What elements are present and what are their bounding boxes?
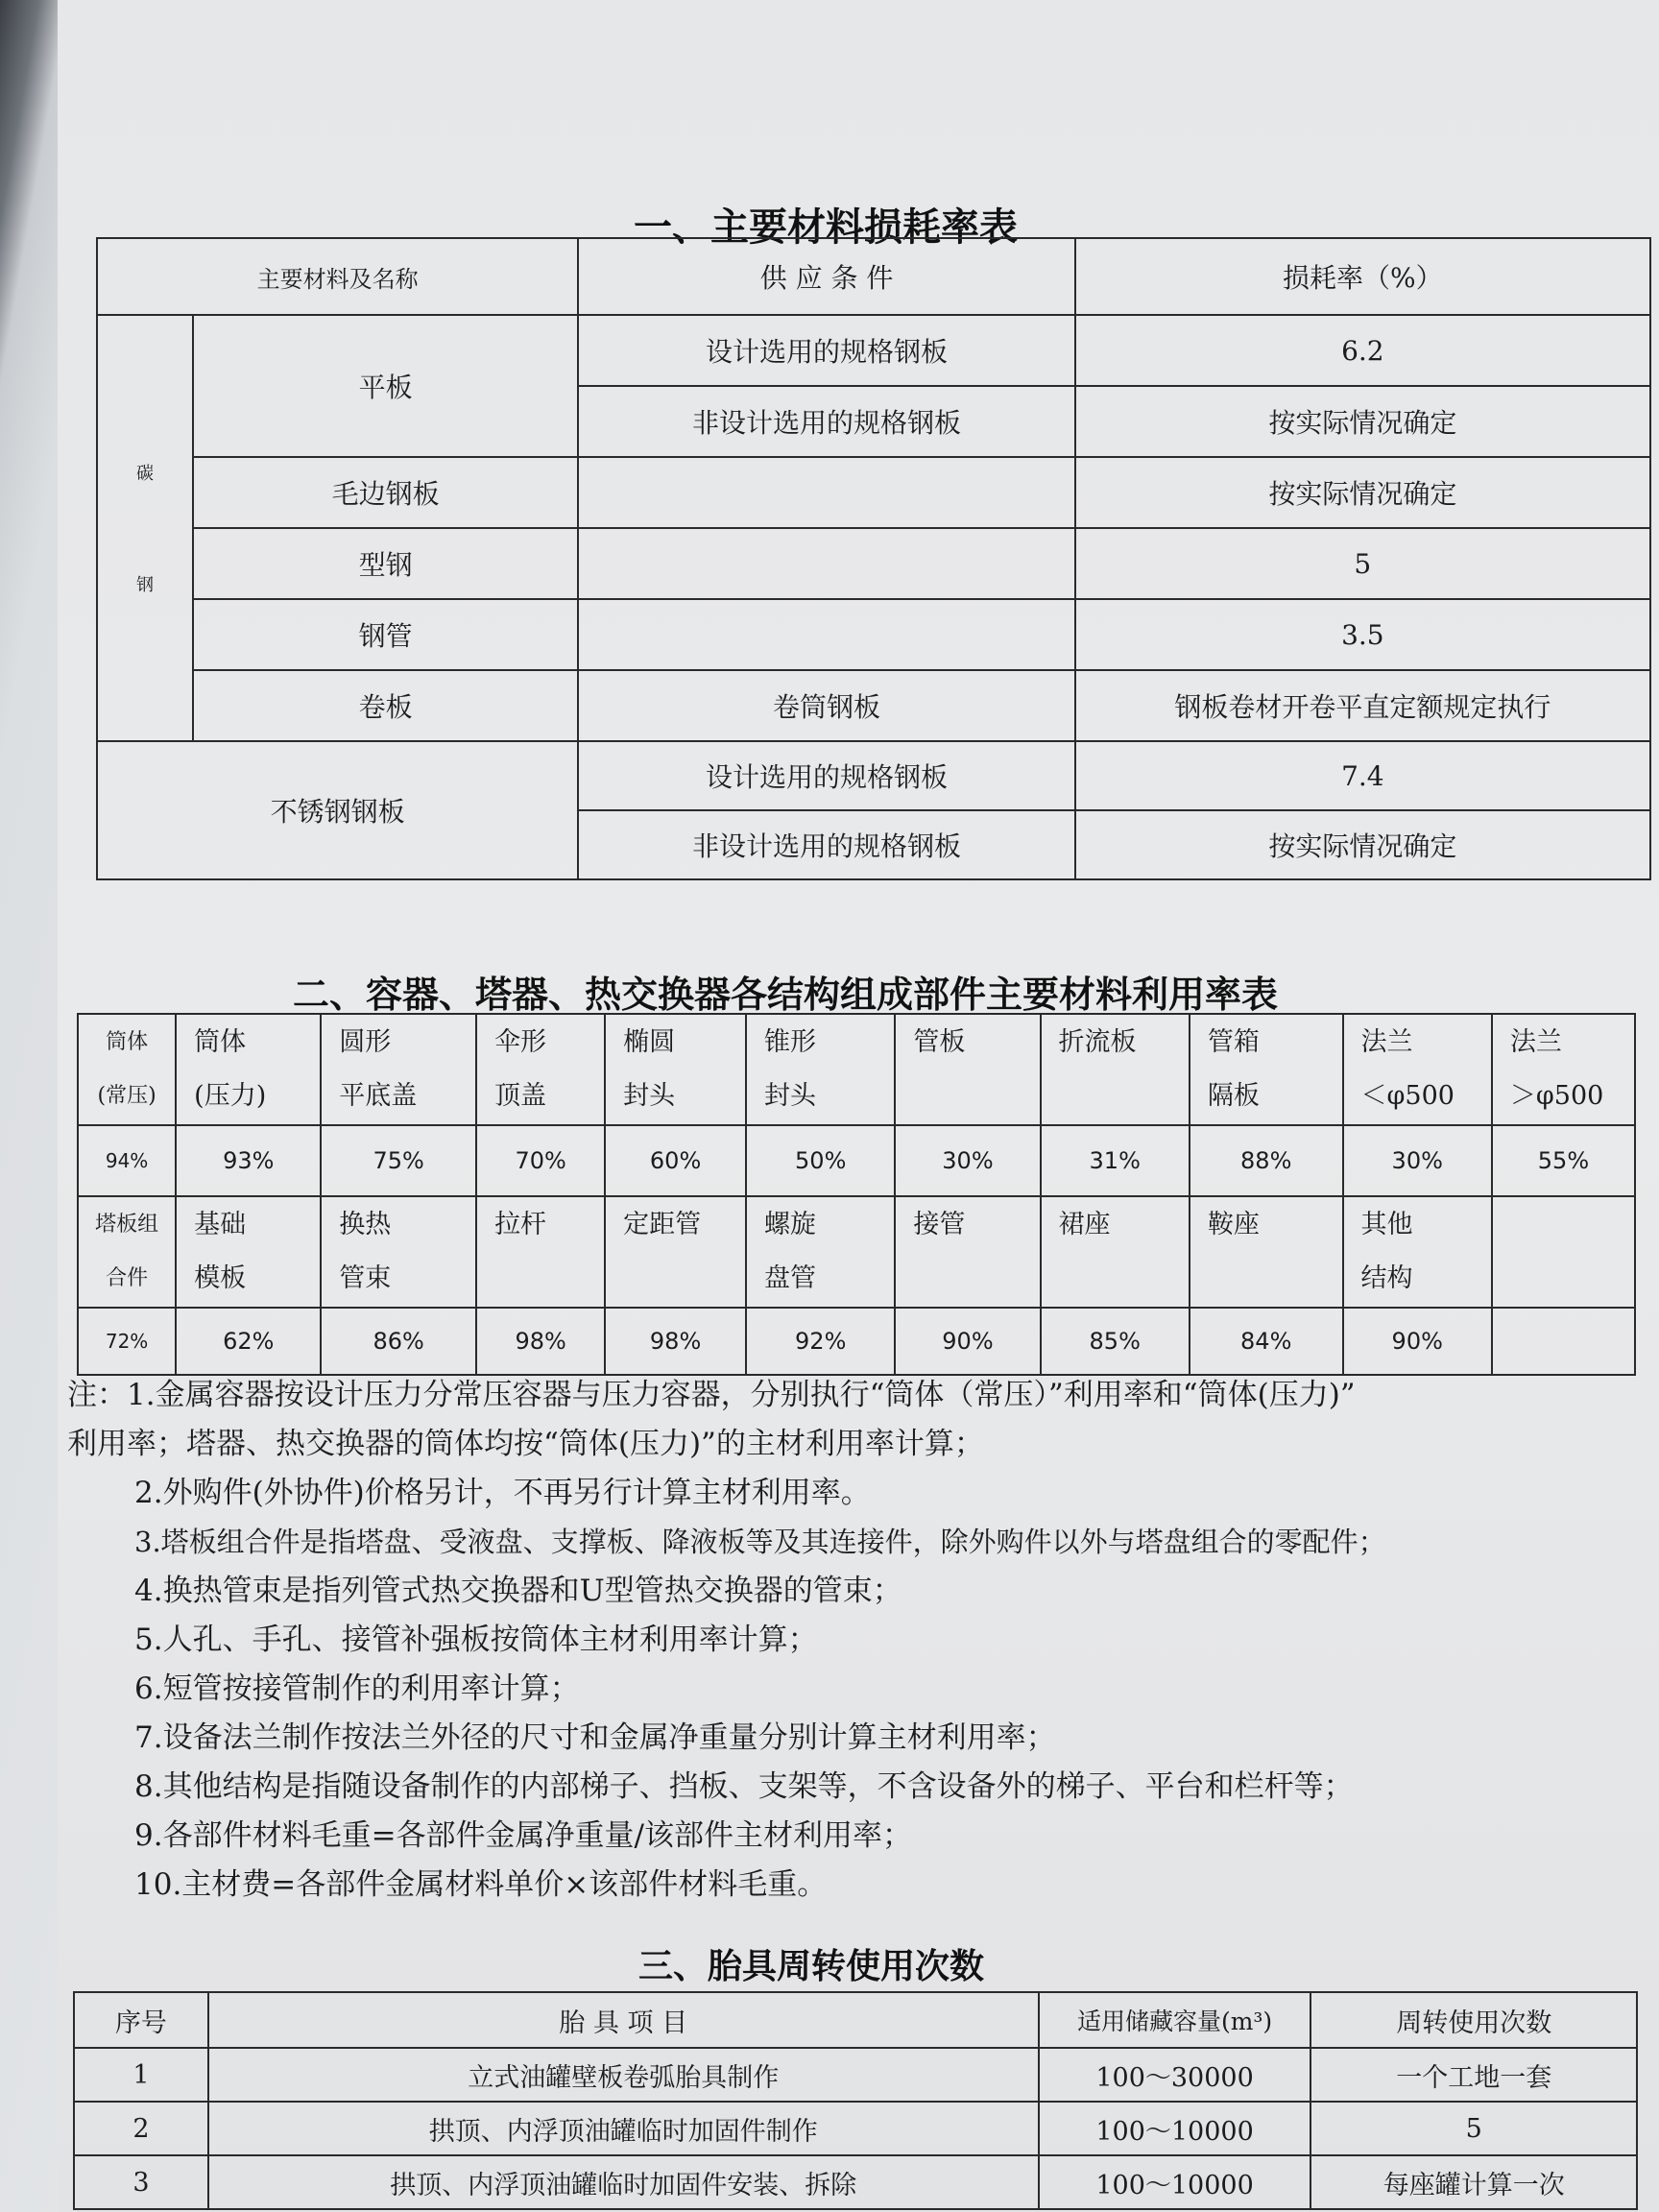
label-line: 螺旋 — [764, 1210, 817, 1239]
row-supply: 非设计选用的规格钢板 — [578, 810, 1074, 879]
component-label — [1492, 1014, 1635, 1125]
row-no: 2 — [74, 2102, 208, 2155]
label-line: 伞形 — [494, 1027, 547, 1057]
component-label — [1343, 1196, 1492, 1308]
header-no: 序号 — [74, 1992, 208, 2048]
label-line — [623, 1252, 745, 1306]
utilization-value: 94% — [78, 1125, 176, 1196]
row-item: 立式油罐壁板卷弧胎具制作 — [208, 2048, 1039, 2102]
utilization-value: 30% — [895, 1125, 1040, 1196]
component-label — [1343, 1014, 1492, 1125]
row-supply — [578, 528, 1074, 599]
label-line: 盘管 — [764, 1263, 817, 1293]
note-line: 7.设备法兰制作按法兰外径的尺寸和金属净重量分别计算主材利用率； — [134, 1720, 1056, 1755]
row-supply: 设计选用的规格钢板 — [578, 315, 1074, 386]
label-line: 法兰 — [1360, 1027, 1413, 1057]
label-line: 合件 — [106, 1266, 149, 1290]
label-line: 结构 — [1360, 1263, 1413, 1293]
row-capacity: 100～10000 — [1039, 2102, 1311, 2155]
component-label — [176, 1014, 321, 1125]
label-line: 换热 — [339, 1210, 392, 1239]
utilization-value: 93% — [176, 1125, 321, 1196]
component-label — [895, 1196, 1040, 1308]
header-item: 胎 具 项 目 — [208, 1992, 1039, 2048]
row-rate: 钢板卷材开卷平直定额规定执行 — [1075, 670, 1650, 741]
utilization-value: 86% — [321, 1308, 476, 1375]
label-line: 管束 — [339, 1263, 392, 1293]
utilization-value — [1492, 1308, 1635, 1375]
note-line: 5.人孔、手孔、接管补强板按筒体主材利用率计算； — [134, 1623, 818, 1657]
label-line: 塔板组 — [95, 1213, 159, 1237]
label-line — [913, 1252, 1039, 1306]
stainless-name: 不锈钢钢板 — [97, 741, 578, 879]
row-capacity: 100～10000 — [1039, 2155, 1311, 2209]
row-supply: 设计选用的规格钢板 — [578, 741, 1074, 810]
label-line — [494, 1252, 604, 1306]
note-line: 6.短管按接管制作的利用率计算； — [134, 1671, 580, 1706]
label-line: ＞φ500 — [1509, 1081, 1604, 1111]
label-line: 接管 — [913, 1210, 966, 1239]
utilization-value: 30% — [1343, 1125, 1492, 1196]
row-name: 型钢 — [193, 528, 578, 599]
component-label — [78, 1196, 176, 1308]
utilization-value: 98% — [605, 1308, 746, 1375]
utilization-value: 70% — [476, 1125, 605, 1196]
component-label — [176, 1196, 321, 1308]
component-label — [1492, 1196, 1635, 1308]
note-line: 4.换热管束是指列管式热交换器和U型管热交换器的管束； — [134, 1574, 902, 1608]
note-line: 3.塔板组合件是指塔盘、受液盘、支撑板、降液板等及其连接件，除外购件以外与塔盘组合的零配件； — [134, 1526, 1386, 1558]
row-rate: 6.2 — [1075, 315, 1650, 386]
label-line: 拉杆 — [494, 1210, 547, 1239]
table1-title: 一、主要材料损耗率表 — [634, 205, 1018, 250]
note-line: 利用率；塔器、热交换器的筒体均按“筒体(压力)”的主材利用率计算； — [67, 1427, 984, 1461]
component-label — [605, 1014, 746, 1125]
label-line — [1510, 1225, 1634, 1279]
label-line: 鞍座 — [1207, 1210, 1260, 1239]
label-line: 基础 — [194, 1210, 247, 1239]
component-label — [321, 1014, 476, 1125]
fixture-table — [73, 1991, 1638, 2210]
header-supply: 供 应 条 件 — [578, 238, 1074, 315]
header-times: 周转使用次数 — [1310, 1992, 1637, 2048]
row-item: 拱顶、内浮顶油罐临时加固件安装、拆除 — [208, 2155, 1039, 2209]
label-line: 管箱 — [1207, 1027, 1260, 1057]
table3-title: 三、胎具周转使用次数 — [638, 1947, 985, 1986]
note-line: 注：1.金属容器按设计压力分常压容器与压力容器，分别执行“筒体（常压）”利用率和“筒体(压力)” — [67, 1378, 1356, 1412]
label-line: 筒体 — [194, 1027, 247, 1057]
note-line: 8.其他结构是指随设备制作的内部梯子、挡板、支架等，不含设备外的梯子、平台和栏杆等； — [134, 1769, 1354, 1804]
row-times: 每座罐计算一次 — [1310, 2155, 1637, 2209]
utilization-value: 72% — [78, 1308, 176, 1375]
component-label — [1041, 1014, 1190, 1125]
label-line: (压力) — [194, 1081, 267, 1111]
row-rate: 按实际情况确定 — [1075, 810, 1650, 879]
label-line: 圆形 — [339, 1027, 392, 1057]
label-line: 管板 — [913, 1027, 966, 1057]
component-label — [321, 1196, 476, 1308]
row-capacity: 100～30000 — [1039, 2048, 1311, 2102]
utilization-value: 84% — [1190, 1308, 1343, 1375]
label-line: ＜φ500 — [1360, 1081, 1455, 1111]
utilization-table — [77, 1013, 1636, 1376]
row-supply — [578, 599, 1074, 670]
notes — [67, 1371, 1642, 1910]
label-line: 定距管 — [623, 1210, 702, 1239]
label-line: 法兰 — [1509, 1027, 1562, 1057]
row-name: 卷板 — [193, 670, 578, 741]
row-rate: 按实际情况确定 — [1075, 457, 1650, 528]
row-times: 5 — [1310, 2102, 1637, 2155]
label-line: 折流板 — [1058, 1027, 1137, 1057]
label-line: 封头 — [764, 1081, 817, 1111]
label-line: 隔板 — [1207, 1081, 1260, 1111]
utilization-value: 62% — [176, 1308, 321, 1375]
row-supply: 非设计选用的规格钢板 — [578, 386, 1074, 457]
row-no: 1 — [74, 2048, 208, 2102]
header-rate: 损耗率（%） — [1075, 238, 1650, 315]
header-capacity: 适用储藏容量(m³) — [1039, 1992, 1311, 2048]
utilization-value: 75% — [321, 1125, 476, 1196]
component-label — [746, 1014, 895, 1125]
row-item: 拱顶、内浮顶油罐临时加固件制作 — [208, 2102, 1039, 2155]
component-label — [1041, 1196, 1190, 1308]
label-line: 其他 — [1360, 1210, 1413, 1239]
utilization-value: 92% — [746, 1308, 895, 1375]
row-supply: 卷筒钢板 — [578, 670, 1074, 741]
label-line: 顶盖 — [494, 1081, 547, 1111]
label-line: 模板 — [194, 1263, 247, 1293]
label-line — [1059, 1070, 1189, 1123]
component-label — [476, 1196, 605, 1308]
row-name: 毛边钢板 — [193, 457, 578, 528]
row-name: 平板 — [193, 315, 578, 457]
row-rate: 3.5 — [1075, 599, 1650, 670]
utilization-value: 50% — [746, 1125, 895, 1196]
label-line: 筒体 — [106, 1030, 149, 1054]
label-line: 椭圆 — [623, 1027, 676, 1057]
utilization-value: 90% — [895, 1308, 1040, 1375]
row-name: 钢管 — [193, 599, 578, 670]
label-line: 平底盖 — [339, 1081, 418, 1111]
utilization-value: 88% — [1190, 1125, 1343, 1196]
utilization-value: 60% — [605, 1125, 746, 1196]
row-rate: 5 — [1075, 528, 1650, 599]
row-supply — [578, 457, 1074, 528]
row-times: 一个工地一套 — [1310, 2048, 1637, 2102]
row-rate: 7.4 — [1075, 741, 1650, 810]
loss-rate-table — [96, 237, 1651, 880]
component-label — [78, 1014, 176, 1125]
carbon-steel-label: 碳 钢 — [97, 315, 193, 741]
label-line: 封头 — [623, 1081, 676, 1111]
utilization-value: 31% — [1041, 1125, 1190, 1196]
note-line: 2.外购件(外协件)价格另计，不再另行计算主材利用率。 — [134, 1476, 871, 1510]
label-line — [1059, 1252, 1189, 1306]
header-material: 主要材料及名称 — [97, 238, 578, 315]
utilization-value: 55% — [1492, 1125, 1635, 1196]
utilization-value: 98% — [476, 1308, 605, 1375]
component-label — [476, 1014, 605, 1125]
component-label — [746, 1196, 895, 1308]
component-label — [1190, 1014, 1343, 1125]
row-rate: 按实际情况确定 — [1075, 386, 1650, 457]
document-page — [58, 0, 1659, 2212]
label-line: (常压) — [97, 1084, 156, 1108]
label-line — [1208, 1252, 1342, 1306]
label-line: 锥形 — [764, 1027, 817, 1057]
component-label — [895, 1014, 1040, 1125]
component-label — [1190, 1196, 1343, 1308]
note-line: 9.各部件材料毛重=各部件金属净重量/该部件主材利用率； — [134, 1818, 912, 1853]
utilization-value: 90% — [1343, 1308, 1492, 1375]
label-line — [913, 1070, 1039, 1123]
component-label — [605, 1196, 746, 1308]
table2-title: 二、容器、塔器、热交换器各结构组成部件主要材料利用率表 — [293, 974, 1279, 1016]
label-line: 裙座 — [1058, 1210, 1111, 1239]
note-line: 10.主材费=各部件金属材料单价×该部件材料毛重。 — [134, 1867, 828, 1902]
utilization-value: 85% — [1041, 1308, 1190, 1375]
row-no: 3 — [74, 2155, 208, 2209]
